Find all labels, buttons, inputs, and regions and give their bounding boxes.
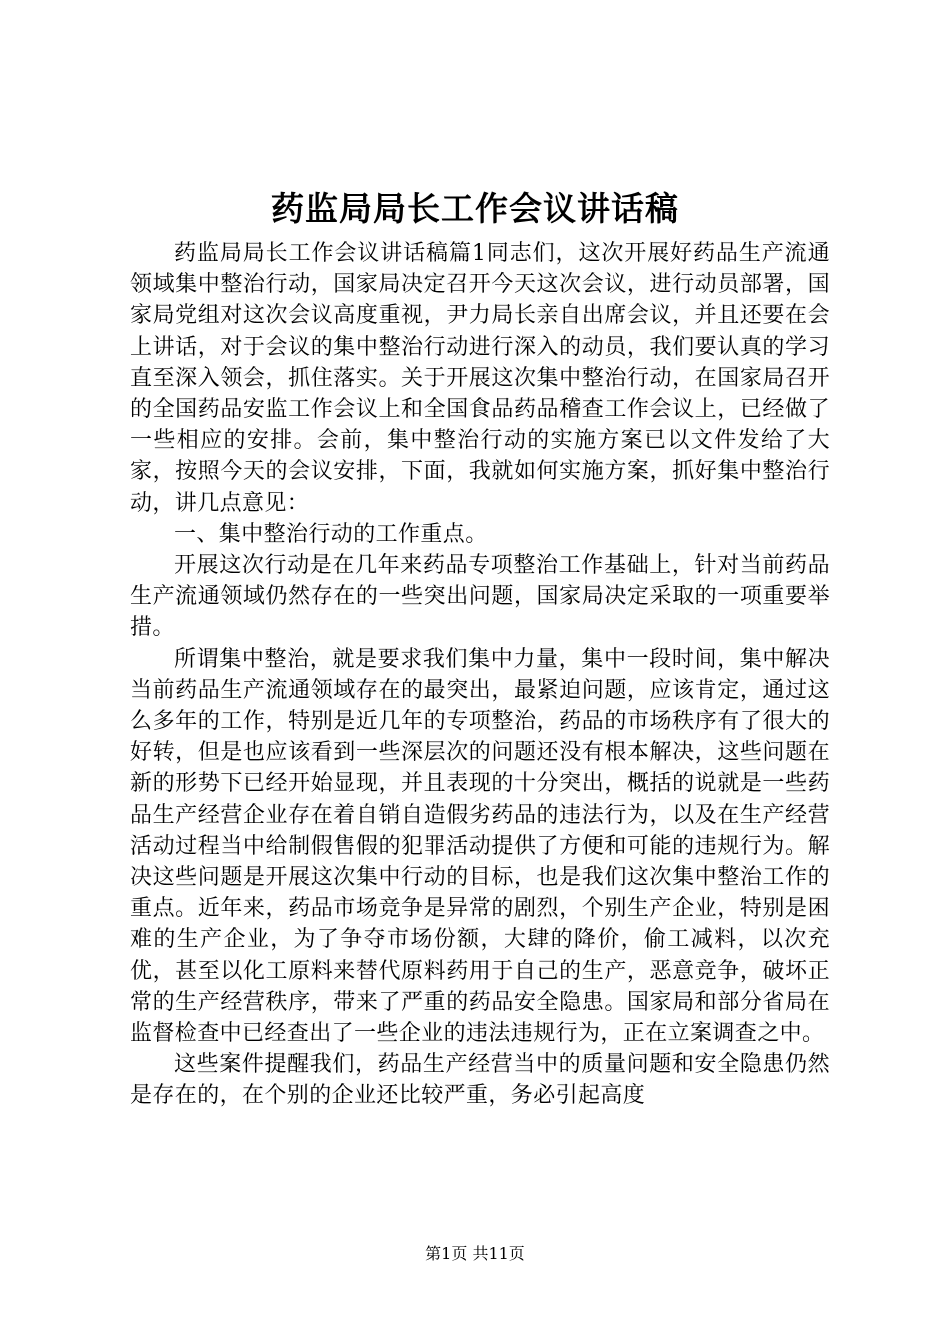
paragraph-cases-reminder: 这些案件提醒我们，药品生产经营当中的质量问题和安全隐患仍然是存在的，在个别的企业还比较严重，务必引起高度: [130, 1052, 830, 1109]
paragraph-intro: 药监局局长工作会议讲话稿篇1同志们，这次开展好药品生产流通领域集中整治行动，国家局决定召开今天这次会议，进行动员部署，国家局党组对这次会议高度重视，尹力局长亲自出席会议，并且还要在会上讲话，对于会议的集中整治行动进行深入的动员，我们要认真的学习直至深入领会，抓住落实。关于开展这次集中整治行动，在国家局召开的全国药品安监工作会议上和全国食品药品稽查工作会议上，已经做了一些相应的安排。会前，集中整治行动的实施方案已以文件发给了大家，按照今天的会议安排，下面，我就如何实施方案，抓好集中整治行动，讲几点意见：: [130, 241, 830, 516]
paragraph-action-background: 开展这次行动是在几年来药品专项整治工作基础上，针对当前药品生产流通领域仍然存在的一些突出问题，国家局决定采取的一项重要举措。: [130, 553, 830, 641]
page-number-footer: 第1页 共11页: [425, 1244, 525, 1263]
paragraph-section-heading: 一、集中整治行动的工作重点。: [174, 521, 488, 547]
document-title: 药监局局长工作会议讲话稿: [271, 189, 679, 228]
document-body: [130, 238, 830, 1112]
paragraph-concentrated-rectification: 所谓集中整治，就是要求我们集中力量，集中一段时间，集中解决当前药品生产流通领域存在的最突出，最紧迫问题，应该肯定，通过这么多年的工作，特别是近几年的专项整治，药品的市场秩序有了很大的好转，但是也应该看到一些深层次的问题还没有根本解决，这些问题在新的形势下已经开始显现，并且表现的十分突出，概括的说就是一些药品生产经营企业存在着自销自造假劣药品的违法行为，以及在生产经营活动过程当中给制假售假的犯罪活动提供了方便和可能的违规行为。解决这些问题是开展这次集中行动的目标，也是我们这次集中整治工作的重点。近年来，药品市场竞争是异常的剧烈，个别生产企业，特别是困难的生产企业，为了争夺市场份额，大肆的降价，偷工减料，以次充优，甚至以化工原料来替代原料药用于自己的生产，恶意竞争，破坏正常的生产经营秩序，带来了严重的药品安全隐患。国家局和部分省局在监督检查中已经查出了一些企业的违法违规行为，正在立案调查之中。: [130, 646, 830, 1047]
